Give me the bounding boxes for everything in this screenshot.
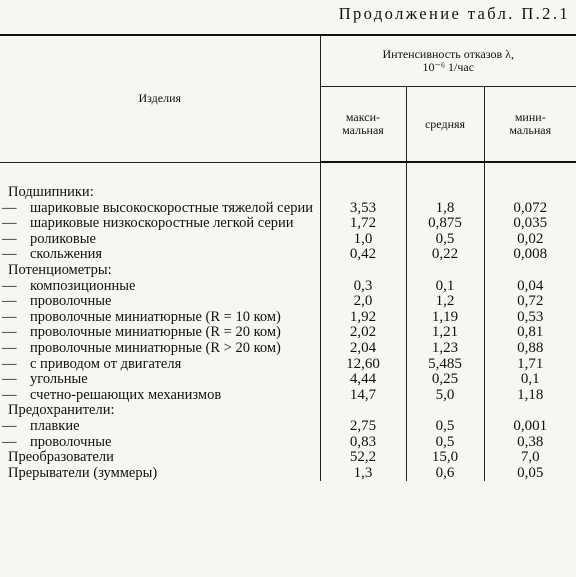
value-avg: 0,875 [406, 216, 484, 232]
row-label: скольжения [30, 246, 103, 263]
value-max [320, 403, 406, 419]
table-row [0, 372, 576, 388]
value-max [320, 263, 406, 279]
header-avg-label: средняя [424, 116, 466, 131]
table-row [0, 232, 576, 248]
row-label: Предохранители: [8, 402, 115, 419]
dash-marker: — [2, 386, 17, 403]
dash-marker: — [2, 293, 17, 310]
value-min: 0,04 [484, 279, 576, 295]
value-max: 0,42 [320, 247, 406, 263]
value-min: 0,72 [484, 294, 576, 310]
item-name [0, 247, 320, 263]
value-max: 2,02 [320, 325, 406, 341]
value-max: 1,0 [320, 232, 406, 248]
value-avg: 0,6 [406, 466, 484, 482]
value-max: 3,53 [320, 201, 406, 217]
row-label: Подшипники: [8, 184, 94, 200]
row-label: шариковые высокоскоростные тяжелой серии [30, 199, 313, 216]
row-label: проволочные миниатюрные (R > 20 ком) [30, 339, 281, 356]
value-min: 1,71 [484, 357, 576, 373]
value-avg [406, 185, 484, 201]
row-label: шариковые низкоскоростные легкой серии [30, 215, 294, 232]
row-label: Преобразователи [8, 449, 114, 466]
value-min: 0,035 [484, 216, 576, 232]
row-label: роликовые [30, 230, 96, 247]
item-name [0, 310, 320, 326]
table-row [0, 216, 576, 232]
value-min: 0,1 [484, 372, 576, 388]
value-max: 52,2 [320, 450, 406, 466]
value-avg [406, 263, 484, 279]
table-row [0, 388, 576, 404]
group-name [0, 263, 320, 279]
header-max [320, 87, 406, 163]
header-intensity-label: Интенсивность отказов λ, [382, 47, 514, 61]
row-label: проволочные [30, 433, 112, 450]
value-min [484, 263, 576, 279]
value-avg: 15,0 [406, 450, 484, 466]
value-max: 1,92 [320, 310, 406, 326]
value-avg: 1,8 [406, 201, 484, 217]
value-min: 7,0 [484, 450, 576, 466]
value-max: 4,44 [320, 372, 406, 388]
value-avg [406, 403, 484, 419]
value-max: 12,60 [320, 357, 406, 373]
table-row [0, 435, 576, 451]
value-min: 0,53 [484, 310, 576, 326]
value-avg: 5,0 [406, 388, 484, 404]
value-min: 1,18 [484, 388, 576, 404]
table-row [0, 201, 576, 217]
value-avg: 1,23 [406, 341, 484, 357]
value-avg: 5,485 [406, 357, 484, 373]
item-name [0, 325, 320, 341]
value-max: 2,04 [320, 341, 406, 357]
value-min: 0,072 [484, 201, 576, 217]
table-row [0, 247, 576, 263]
dash-marker: — [2, 277, 17, 294]
item-name [0, 201, 320, 217]
header-min-label: мини- мальная [509, 110, 552, 137]
table-row [0, 294, 576, 310]
row-label: Потенциометры: [8, 261, 112, 278]
value-min [484, 185, 576, 201]
table-row [0, 419, 576, 435]
value-avg: 1,19 [406, 310, 484, 326]
row-label: с приводом от двигателя [30, 355, 182, 372]
value-min: 0,02 [484, 232, 576, 248]
value-max: 2,75 [320, 419, 406, 435]
value-avg: 0,1 [406, 279, 484, 295]
dash-marker: — [2, 371, 17, 388]
table-row [0, 279, 576, 295]
header-intensity-unit: 10⁻⁶ 1/час [422, 60, 475, 74]
value-avg: 0,25 [406, 372, 484, 388]
table-row [0, 263, 576, 279]
value-avg: 0,5 [406, 232, 484, 248]
table-body [0, 162, 576, 481]
dash-marker: — [2, 417, 17, 434]
table-caption: Продолжение табл. П.2.1 [338, 4, 570, 23]
row-label: угольные [30, 371, 88, 388]
value-max: 2,0 [320, 294, 406, 310]
value-min: 0,81 [484, 325, 576, 341]
row-label: проволочные миниатюрные (R = 20 ком) [30, 324, 281, 341]
row-label: Прерыватели (зуммеры) [8, 464, 158, 481]
value-min [484, 403, 576, 419]
value-min: 0,38 [484, 435, 576, 451]
table-row [0, 403, 576, 419]
value-avg: 1,2 [406, 294, 484, 310]
value-min: 0,05 [484, 466, 576, 482]
item-name [0, 450, 320, 466]
dash-marker: — [2, 324, 17, 341]
value-max: 0,3 [320, 279, 406, 295]
value-max: 14,7 [320, 388, 406, 404]
dash-marker: — [2, 215, 17, 232]
row-label: счетно-решающих механизмов [30, 386, 222, 403]
header-max-label: макси- мальная [342, 110, 384, 137]
value-avg: 0,5 [406, 419, 484, 435]
spacer-row [0, 162, 576, 185]
dash-marker: — [2, 246, 17, 263]
row-label: проволочные миниатюрные (R = 10 ком) [30, 308, 281, 325]
item-name [0, 466, 320, 482]
value-max: 1,72 [320, 216, 406, 232]
dash-marker: — [2, 355, 17, 372]
item-name [0, 341, 320, 357]
item-name [0, 388, 320, 404]
item-name [0, 357, 320, 373]
table-row [0, 185, 576, 201]
table-row [0, 325, 576, 341]
item-name [0, 279, 320, 295]
header-intensity [320, 35, 576, 87]
table-row [0, 310, 576, 326]
header-avg [406, 87, 484, 163]
dash-marker: — [2, 433, 17, 450]
value-max: 0,83 [320, 435, 406, 451]
value-min: 0,008 [484, 247, 576, 263]
item-name [0, 232, 320, 248]
table-row [0, 357, 576, 373]
value-min: 0,001 [484, 419, 576, 435]
value-max: 1,3 [320, 466, 406, 482]
dash-marker: — [2, 199, 17, 216]
table-row [0, 466, 576, 482]
row-label: проволочные [30, 293, 112, 310]
value-avg: 0,22 [406, 247, 484, 263]
row-label: композиционные [30, 277, 136, 294]
item-name [0, 435, 320, 451]
dash-marker: — [2, 230, 17, 247]
header-item [0, 35, 320, 162]
value-min: 0,88 [484, 341, 576, 357]
table-row [0, 341, 576, 357]
item-name [0, 216, 320, 232]
group-name [0, 185, 320, 201]
item-name [0, 294, 320, 310]
group-name [0, 403, 320, 419]
dash-marker: — [2, 308, 17, 325]
item-name [0, 419, 320, 435]
header-item-label: Изделия [138, 91, 182, 106]
item-name [0, 372, 320, 388]
row-label: плавкие [30, 417, 80, 434]
dash-marker: — [2, 339, 17, 356]
value-max [320, 185, 406, 201]
value-avg: 0,5 [406, 435, 484, 451]
failure-rate-table [0, 34, 576, 481]
header-min [484, 87, 576, 163]
table-row [0, 450, 576, 466]
value-avg: 1,21 [406, 325, 484, 341]
